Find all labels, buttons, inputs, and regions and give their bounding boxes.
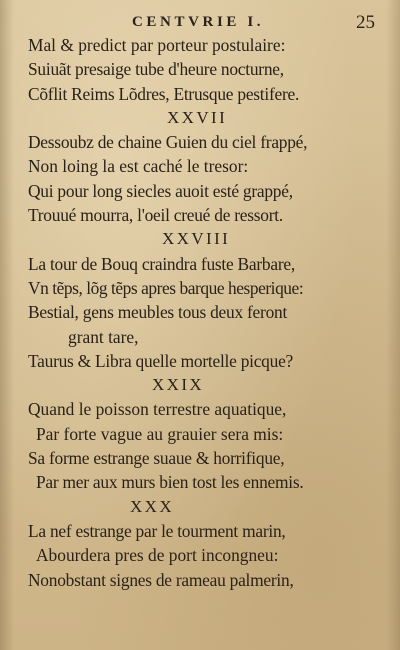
verse-line: Cõflit Reims Lõdres, Etrusque pestifere.	[28, 83, 300, 104]
verse-line-continuation: grant tare,	[68, 326, 139, 347]
quatrain-number: XXIX	[152, 375, 205, 395]
quatrain-number: XXVIII	[162, 229, 231, 249]
quatrain-number: XXVII	[167, 107, 228, 127]
running-title: CENTVRIE I.	[132, 14, 265, 30]
verse-line: La nef estrange par le tourment marin,	[28, 520, 286, 541]
verse-line: Qui pour long siecles auoit esté grappé,	[28, 180, 293, 201]
verse-line: La tour de Bouq craindra fuste Barbare,	[28, 253, 295, 274]
verse-line: Par mer aux murs bien tost les ennemis.	[36, 472, 304, 493]
verse-line: Vn tẽps, lõg tẽps apres barque hesperique:	[28, 277, 304, 298]
verse-line: Taurus & Libra quelle mortelle picque?	[28, 350, 294, 371]
verse-line: Trouué mourra, l'oeil creué de ressort.	[28, 205, 283, 226]
verse-line: Quand le poisson terrestre aquatique,	[28, 399, 287, 420]
verse-line: Suiuãt presaige tube d'heure nocturne,	[28, 59, 284, 80]
page-number: 25	[356, 12, 375, 33]
verse-line: Non loing la est caché le tresor:	[28, 156, 249, 177]
verse-line: Sa forme estrange suaue & horrifique,	[28, 448, 285, 469]
verse-line: Par forte vague au grauier sera mis:	[36, 423, 284, 444]
verse-line: Nonobstant signes de rameau palmerin,	[28, 569, 294, 590]
verse-line: Abourdera pres de port incongneu:	[36, 545, 279, 566]
verse-line: Dessoubz de chaine Guien du ciel frappé,	[28, 132, 308, 153]
verse-line: Bestial, gens meubles tous deux feront	[28, 302, 288, 323]
verse-text-block	[0, 33, 400, 592]
verse-line: Mal & predict par porteur postulaire:	[28, 35, 286, 55]
quatrain-number: XXX	[130, 496, 175, 516]
running-head	[0, 14, 400, 34]
